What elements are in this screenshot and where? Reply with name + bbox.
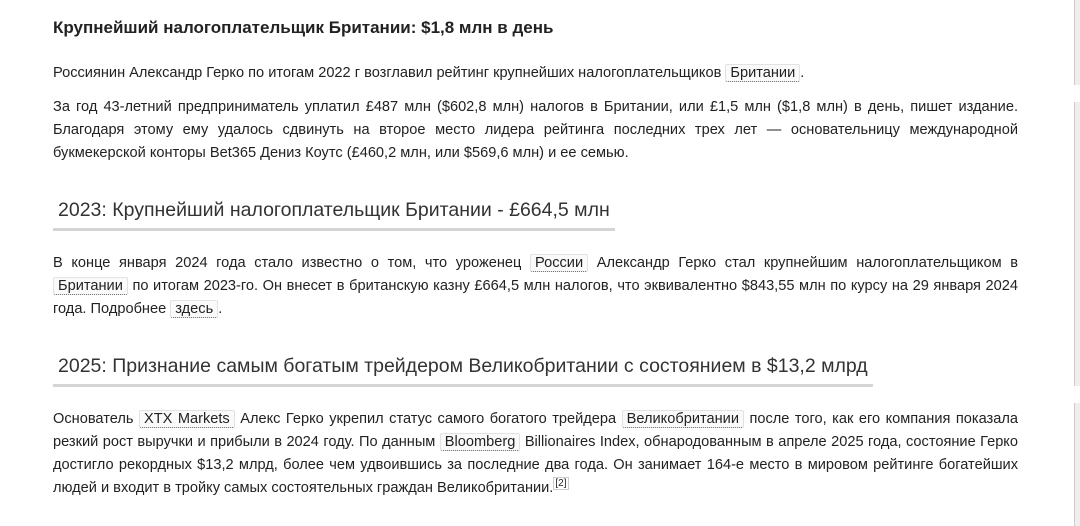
link-great-britain[interactable]: Великобритании — [622, 410, 744, 428]
section-heading-2023: 2023: Крупнейший налогоплательщик Британии - £664,5 млн — [53, 199, 615, 231]
text: . — [218, 301, 223, 317]
text: Алекс Герко укрепил статус самого богатого трейдера — [240, 411, 617, 427]
text: по итогам 2023-го. Он внесет в британскую казну £664,5 млн налогов, что эквивалентно $843,55 млн по курсу на 29 января 2024 года. Подробнее — [53, 278, 1018, 317]
section-heading-tax-2022: Крупнейший налогоплательщик Британии: $1,8 млн в день — [53, 18, 554, 37]
text: . — [800, 65, 805, 81]
text: Россиянин Александр Герко по итогам 2022 г возглавил рейтинг крупнейших налогоплательщиков — [53, 65, 722, 81]
paragraph-tax-details: За год 43-летний предприниматель уплатил £487 млн ($602,8 млн) налогов в Британии, или £1,5 млн ($1,8 млн) в день, пишет издание. Благодаря этому ему удалось сдвинуть на второе место лидера рейтинга последних трех лет — основательницу международной букмекерской конторы Bet365 Дениз Коутс (£460,2 млн, или $569,6 млн) и ее семью. — [53, 99, 1018, 161]
text: Billionaires Index, обнародованным в апреле 2025 года, состояние Герко достигло рекордных $13,2 млрд, более чем удвоившись за последние два года. Он занимает 164-е место в мировом рейтинге богатейших людей и входит в тройку самых состоятельных граждан Великобритании. — [53, 434, 1018, 496]
section-heading-2025: 2025: Признание самым богатым трейдером Великобритании с состоянием в $13,2 млрд — [53, 355, 873, 387]
side-panel-edge — [1074, 403, 1080, 526]
text: Основатель — [53, 411, 134, 427]
footnote-link[interactable]: [2] — [555, 478, 567, 490]
text: Александр Герко стал крупнейшим налогоплательщиком в — [596, 255, 1018, 271]
link-britain-2[interactable]: Британии — [53, 277, 128, 295]
paragraph-intro — [53, 62, 1018, 85]
paragraph-2023 — [53, 252, 1018, 321]
link-russia[interactable]: России — [530, 254, 588, 272]
link-xtx-markets[interactable]: XTX Markets — [139, 410, 235, 428]
paragraph-2025 — [53, 408, 1018, 500]
side-panel-edge — [1074, 0, 1080, 85]
link-here[interactable]: здесь — [170, 300, 218, 318]
text: после того, как его компания показала резкий рост выручки и прибыли в 2024 году. По данным — [53, 411, 1018, 450]
side-panel-edge — [1074, 102, 1080, 386]
link-britain[interactable]: Британии — [725, 64, 800, 82]
text: В конце января 2024 года стало известно о том, что уроженец — [53, 255, 522, 271]
link-bloomberg[interactable]: Bloomberg — [440, 433, 521, 451]
